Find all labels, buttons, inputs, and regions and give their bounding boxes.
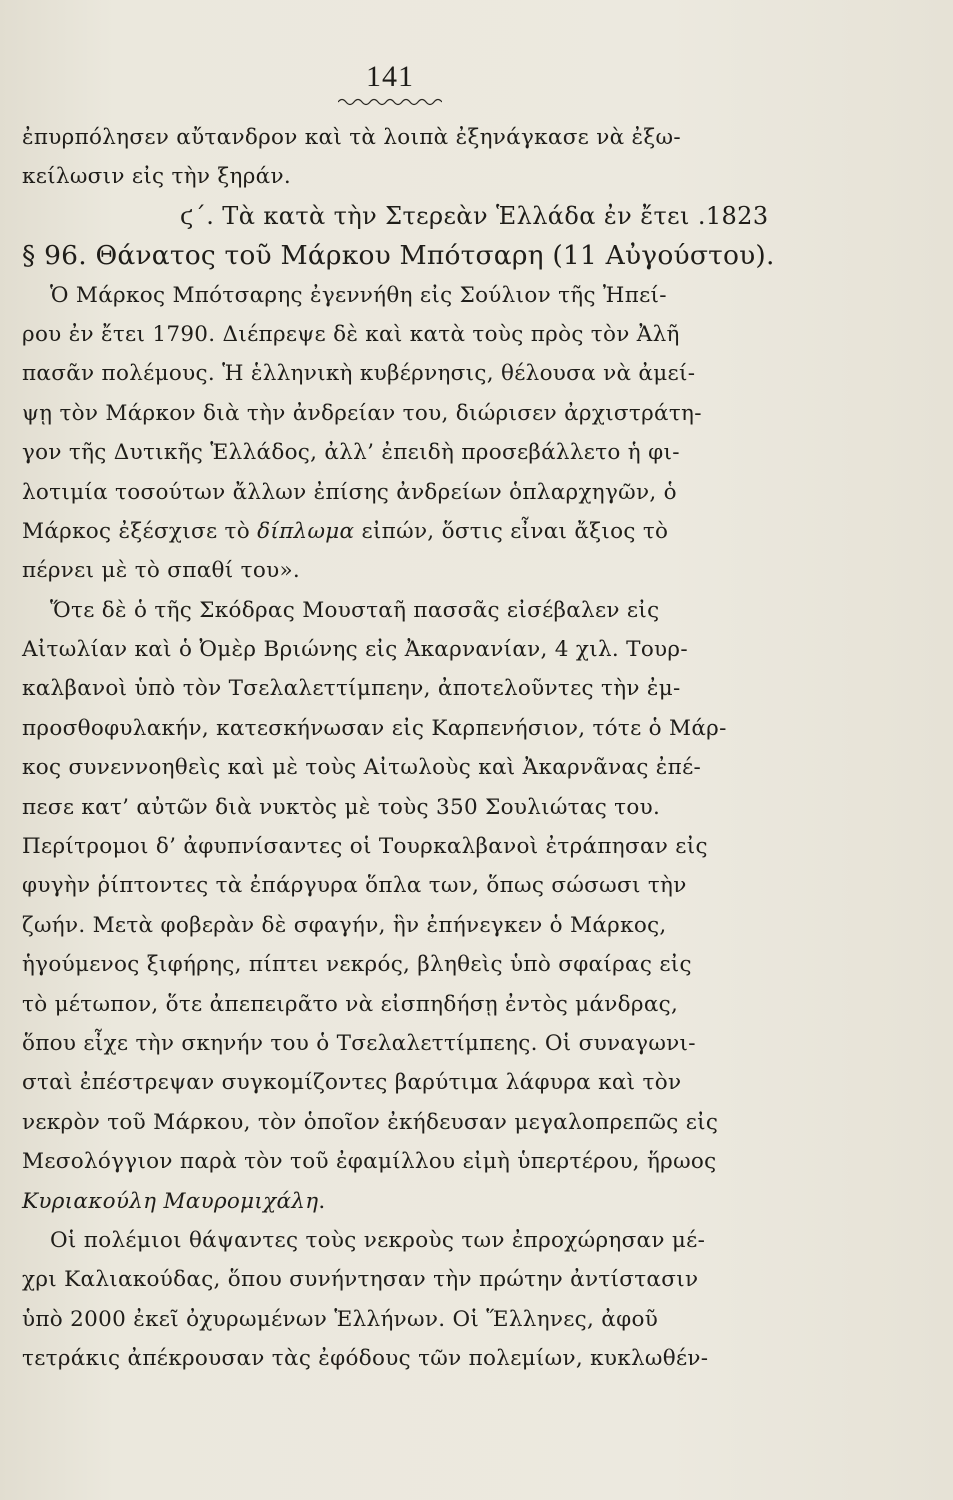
text-segment: Μάρκος ἐξέσχισε τὸ [22, 518, 258, 544]
body-text [22, 118, 782, 1379]
text-segment: ὅπου εἶχε τὴν σκηνήν του ὁ Τσελαλεττίμπεης. Οἱ συναγωνι- [22, 1030, 696, 1056]
text-segment: σταὶ ἐπέστρεψαν συγκομίζοντες βαρύτιμα λάφυρα καὶ τὸν [22, 1070, 682, 1096]
section-title [22, 236, 782, 275]
text-segment: νεκρὸν τοῦ Μάρκου, τὸν ὁποῖον ἐκήδευσαν μεγαλοπρεπῶς εἰς [22, 1109, 719, 1135]
text-line [22, 354, 782, 393]
text-line [22, 591, 782, 630]
text-line [22, 669, 782, 708]
text-segment: λοτιμία τοσούτων ἄλλων ἐπίσης ἀνδρείων ὁπλαρχηγῶν, ὁ [22, 479, 677, 505]
text-line [22, 1260, 782, 1299]
text-line [22, 315, 782, 354]
text-segment: Ὁ Μάρκος Μπότσαρης ἐγεννήθη εἰς Σούλιον τῆς Ἠπεί- [50, 282, 667, 308]
text-segment: τὸ μέτωπον, ὅτε ἀπεπειρᾶτο νὰ εἰσπηδήσῃ ἐντὸς μάνδρας, [22, 991, 679, 1017]
text-line [22, 473, 782, 512]
text-line [22, 866, 782, 905]
text-line [22, 827, 782, 866]
text-line [22, 512, 782, 551]
text-segment: Ὅτε δὲ ὁ τῆς Σκόδρας Μουσταῆ πασσᾶς εἰσέβαλεν εἰς [50, 597, 660, 623]
text-line [22, 1063, 782, 1102]
text-line [22, 1142, 782, 1181]
text-segment: ζωήν. Μετὰ φοβερὰν δὲ σφαγήν, ἣν ἐπήνεγκεν ὁ Μάρκος, [22, 912, 667, 938]
text-line [22, 276, 782, 315]
text-segment: ἐπυρπόλησεν αὔτανδρον καὶ τὰ λοιπὰ ἐξηνάγκασε νὰ ἐξω- [22, 125, 681, 150]
text-segment: ὑπὸ 2000 ἐκεῖ ὀχυρωμένων Ἑλλήνων. Οἱ Ἕλληνες, ἀφοῦ [22, 1306, 659, 1332]
text-segment: πεσε κατ’ αὐτῶν διὰ νυκτὸς μὲ τοὺς 350 Σουλιώτας του. [22, 794, 661, 820]
text-line [22, 1182, 782, 1221]
text-segment: . [318, 1188, 326, 1214]
text-segment: ρου ἐν ἔτει 1790. Διέπρεψε δὲ καὶ κατὰ τοὺς πρὸς τὸν Ἀλῆ [22, 321, 680, 347]
text-line [22, 157, 782, 196]
text-segment: Περίτρομοι δ’ ἀφυπνίσαντες οἱ Τουρκαλβανοὶ ἐτράπησαν εἰς [22, 834, 708, 860]
text-line [22, 709, 782, 748]
text-line [22, 1221, 782, 1260]
text-segment: φυγὴν ῥίπτοντες τὰ ἐπάργυρα ὅπλα των, ὅπως σώσωσι τὴν [22, 873, 687, 899]
text-line [22, 1339, 782, 1378]
emphasized-text: δίπλωμα [257, 518, 355, 544]
text-segment: § 96. Θάνατος τοῦ Μάρκου Μπότσαρη (11 Αὐγούστου). [22, 240, 775, 272]
wavy-rule-ornament [338, 97, 442, 107]
text-line [22, 630, 782, 669]
text-segment: ψῃ τὸν Μάρκον διὰ τὴν ἀνδρείαν του, διώρισεν ἀρχιστράτη- [22, 400, 702, 426]
text-line [22, 985, 782, 1024]
text-segment: Μεσολόγγιον παρὰ τὸν τοῦ ἐφαμίλλου εἰμὴ ὑπερτέρου, ἥρωος [22, 1149, 717, 1175]
text-line [22, 788, 782, 827]
text-segment: Αἰτωλίαν καὶ ὁ Ὀμὲρ Βριώνης εἰς Ἀκαρνανίαν, 4 χιλ. Τουρ- [22, 637, 688, 663]
text-segment: προσθοφυλακήν, κατεσκήνωσαν εἰς Καρπενήσιον, τότε ὁ Μάρ- [22, 715, 727, 741]
text-segment: πέρνει μὲ τὸ σπαθί του». [22, 558, 301, 584]
text-line [22, 394, 782, 433]
text-segment: πασᾶν πολέμους. Ἡ ἑλληνικὴ κυβέρνησις, θέλουσα νὰ ἀμεί- [22, 361, 696, 387]
chapter-heading [22, 197, 782, 236]
text-segment: κείλωσιν εἰς τὴν ξηράν. [22, 164, 291, 190]
text-line [22, 118, 782, 157]
text-line [22, 945, 782, 984]
text-segment: ἡγούμενος ξιφήρης, πίπτει νεκρός, βληθεὶς ὑπὸ σφαίρας εἰς [22, 952, 692, 978]
emphasized-text: Κυριακούλη Μαυρομιχάλη [22, 1188, 319, 1214]
text-segment: καλβανοὶ ὑπὸ τὸν Τσελαλεττίμπεην, ἀποτελοῦντες τὴν ἐμ- [22, 676, 681, 702]
text-segment: ϛ΄. Τὰ κατὰ τὴν Στερεὰν Ἑλλάδα ἐν ἔτει .1823 [180, 201, 769, 230]
text-segment: κος συνεννοηθεὶς καὶ μὲ τοὺς Αἰτωλοὺς καὶ Ἀκαρνᾶνας ἐπέ- [22, 755, 702, 781]
text-line [22, 1103, 782, 1142]
text-line [22, 1024, 782, 1063]
text-line [22, 1300, 782, 1339]
text-segment: γον τῆς Δυτικῆς Ἑλλάδος, ἀλλ’ ἐπειδὴ προσεβάλλετο ἡ φι- [22, 440, 680, 466]
text-segment: Οἱ πολέμιοι θάψαντες τοὺς νεκροὺς των ἐπροχώρησαν μέ- [50, 1227, 706, 1253]
text-line [22, 551, 782, 590]
text-line [22, 748, 782, 787]
text-segment: χρι Καλιακούδας, ὅπου συνήντησαν τὴν πρώτην ἀντίστασιν [22, 1267, 699, 1293]
text-line [22, 906, 782, 945]
text-line [22, 433, 782, 472]
text-segment: εἰπών, ὅστις εἶναι ἄξιος τὸ [354, 518, 669, 544]
page-number: 141 [366, 60, 414, 93]
text-segment: τετράκις ἀπέκρουσαν τὰς ἐφόδους τῶν πολεμίων, κυκλωθέν- [22, 1346, 709, 1372]
